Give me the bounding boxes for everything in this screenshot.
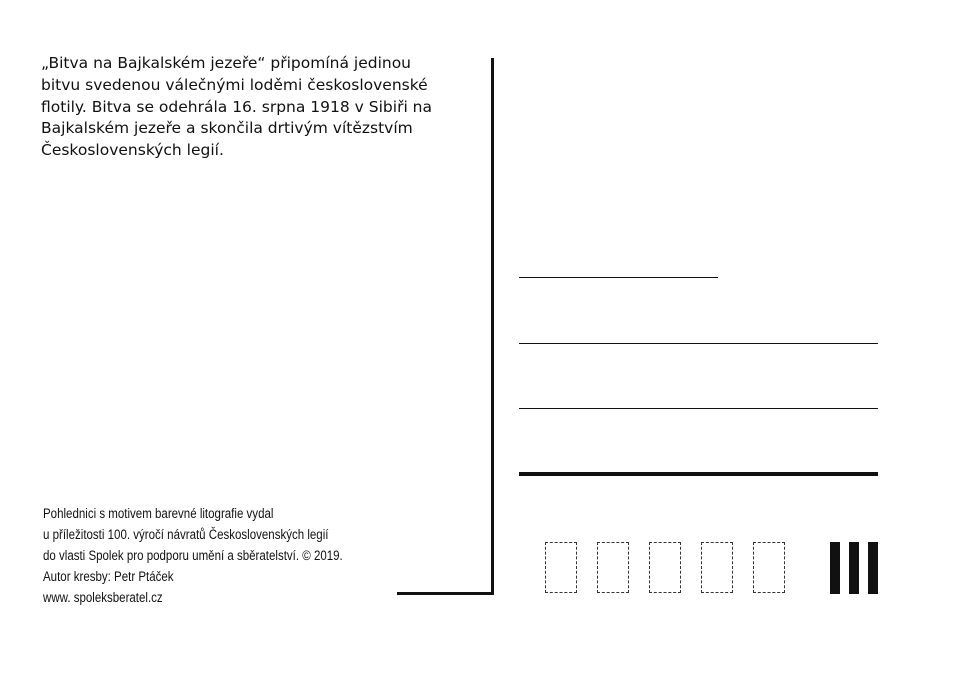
credits-line: do vlasti Spolek pro podporu umění a sběratelství. © 2019.: [43, 548, 343, 563]
postal-code-box: [649, 542, 681, 593]
postal-code-box: [701, 542, 733, 593]
postcard-description: [41, 53, 471, 162]
sorting-bar: [849, 542, 859, 594]
description-line: bitvu svedenou válečnými loděmi československé: [41, 75, 428, 94]
center-divider-line: [491, 58, 494, 594]
postal-code-box: [545, 542, 577, 593]
description-line: Československých legií.: [41, 141, 224, 160]
description-line: „Bitva na Bajkalském jezeře“ připomíná jedinou: [41, 54, 412, 72]
description-line: Bajkalském jezeře a skončila drtivým vítězstvím: [41, 119, 413, 138]
address-line-city: [519, 408, 878, 409]
sorting-bar: [830, 542, 840, 594]
address-line-street: [519, 343, 878, 344]
credits-line: u příležitosti 100. výročí návratů Československých legií: [43, 527, 329, 542]
address-line-name: [519, 277, 718, 278]
sorting-bar: [868, 542, 878, 594]
publisher-credits: [43, 503, 343, 608]
credits-line: www. spoleksberatel.cz: [43, 590, 163, 605]
postal-code-box: [753, 542, 785, 593]
description-line: flotily. Bitva se odehrála 16. srpna 1918 v Sibiři na: [41, 97, 432, 116]
address-line-country: [519, 472, 878, 476]
divider-foot-line: [397, 592, 494, 595]
credits-line: Autor kresby: Petr Ptáček: [43, 569, 174, 584]
credits-line: Pohlednici s motivem barevné litografie vydal: [43, 506, 274, 521]
postal-code-box: [597, 542, 629, 593]
